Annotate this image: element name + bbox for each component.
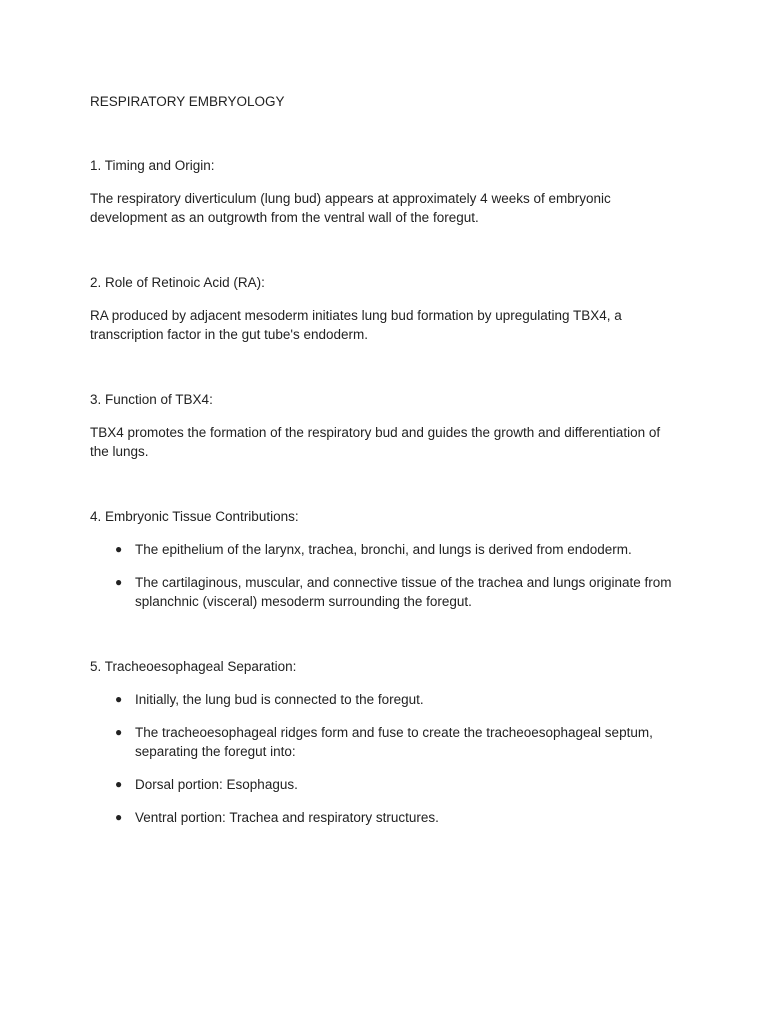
list-item-text: The tracheoesophageal ridges form and fuse to create the tracheoesophageal septum, separating the foregut into:: [135, 725, 653, 759]
section-body: TBX4 promotes the formation of the respiratory bud and guides the growth and differentiation of the lungs.: [90, 425, 661, 459]
section-tracheoesophageal-separation: [90, 657, 680, 827]
list-item-text: Initially, the lung bud is connected to the foregut.: [135, 692, 424, 707]
list-item-text: The cartilaginous, muscular, and connective tissue of the trachea and lungs originate from splanchnic (visceral) mesoderm surrounding the foregut.: [135, 575, 672, 609]
bullet-icon: ●: [115, 810, 123, 824]
section-heading: 4. Embryonic Tissue Contributions:: [90, 509, 299, 524]
list-item: [90, 690, 680, 709]
list-item: [90, 775, 680, 794]
section-retinoic-acid: [90, 273, 680, 344]
bullet-icon: ●: [115, 725, 123, 739]
list-item-text: Ventral portion: Trachea and respiratory structures.: [135, 810, 439, 825]
section-tbx4-function: [90, 390, 680, 461]
bullet-list: [90, 540, 680, 611]
section-tissue-contributions: [90, 507, 680, 611]
section-heading: 3. Function of TBX4:: [90, 392, 213, 407]
bullet-list: [90, 690, 680, 827]
list-item: [90, 808, 680, 827]
section-heading: 1. Timing and Origin:: [90, 158, 215, 173]
section-body: RA produced by adjacent mesoderm initiates lung bud formation by upregulating TBX4, a transcription factor in the gut tube's endoderm.: [90, 308, 622, 342]
list-item: [90, 723, 680, 761]
section-heading: 2. Role of Retinoic Acid (RA):: [90, 275, 265, 290]
bullet-icon: ●: [115, 542, 123, 556]
bullet-icon: ●: [115, 575, 123, 589]
document-title: RESPIRATORY EMBRYOLOGY: [90, 94, 285, 109]
list-item-text: The epithelium of the larynx, trachea, bronchi, and lungs is derived from endoderm.: [135, 542, 632, 557]
section-timing-origin: [90, 156, 680, 227]
section-body: The respiratory diverticulum (lung bud) appears at approximately 4 weeks of embryonic development as an outgrowth from the ventral wall of the foregut.: [90, 191, 611, 225]
list-item: [90, 573, 680, 611]
bullet-icon: ●: [115, 777, 123, 791]
list-item: [90, 540, 680, 559]
section-heading: 5. Tracheoesophageal Separation:: [90, 659, 297, 674]
bullet-icon: ●: [115, 692, 123, 706]
document-page: [90, 92, 680, 873]
list-item-text: Dorsal portion: Esophagus.: [135, 777, 298, 792]
